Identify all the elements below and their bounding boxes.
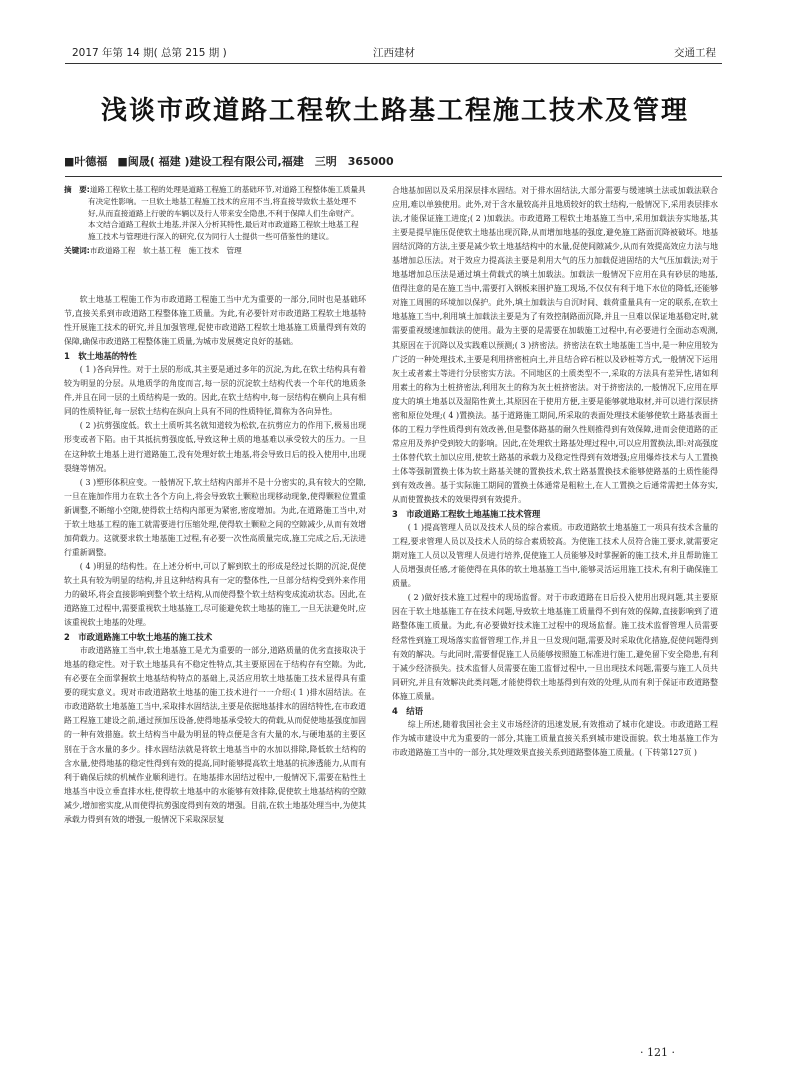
- paragraph: ( 1 )各向异性。对于土层的形成,其主要是通过多年的沉淀,为此,在软土结构具有着较为明显的分层。从地质学的角度而言,每一层的沉淀软土结构代表一个年代的地质条件,并且在同一层的土质结构是一致的。因此,在软土结构中,每一层结构在横向上具有相同的性质特征,每一层软土结构在纵向上具有不同的性质特征,简称为各向异性。: [64, 365, 366, 417]
- paragraph: ( 2 )抗剪强度低。软土土质听其名就知道较为松软,在抗剪应力的作用下,极易出现形变或者下陷。由于其抵抗剪强度低,导致这种土质的地基难以承受较大的压力。一旦在这种软土地基上进行道路施工,没有处理好软土地基,将会导致日后的投入使用中,出现裂缝等情况。: [64, 421, 366, 473]
- section-heading: 2 市政道路施工中软土地基的施工技术: [64, 632, 213, 643]
- author-name: ■叶德福: [64, 155, 108, 168]
- byline: [64, 153, 394, 169]
- journal-name: 江西建材: [373, 47, 415, 59]
- paragraph: ( 2 )做好技术施工过程中的现场监督。对于市政道路在日后投入使用出现问题,其主要原因在于软土地基施工存在技术问题,导致软土地基施工质量得不到有效的保障,直接影响到了道路整体施工质量。为此,有必要做好技术施工过程中的现场监督。施工技术监督管理人员需要经常性到施工现场落实监督管理工作,并且一旦发现问题,需要及时采取优化措施,促使问题得到有效的解决。与此同时,需要督促施工人员能够按照施工标准进行施工,避免留下安全隐患,有利于减少经济损失。技术监督人员需要在施工监督过程中,一旦出现技术问题,需要与施工人员共同研究,并且有效解决此类问题,才能使得软土地基得到有效的处理,从而有利于保证市政道路整体施工质量。: [392, 593, 718, 701]
- keywords: [64, 245, 366, 257]
- section-heading: 4 结语: [392, 705, 423, 716]
- author-affiliation: ■闽晟( 福建 )建设工程有限公司,福建 三明 365000: [117, 155, 394, 168]
- paragraph: 综上所述,随着我国社会主义市场经济的迅速发展,有效推动了城市化建设。市政道路工程作为城市建设中尤为重要的一部分,其施工质量直接关系到城市建设面貌。软土地基施工作为市政道路施工当中的一部分,其处理效果直接关系到道路整体施工质量。( 下转第127页 ): [392, 719, 718, 757]
- paragraph: 市政道路施工当中,软土地基施工是尤为重要的一部分,道路质量的优劣直接取决于地基的稳定性。对于软土地基具有不稳定性特点,其主要原因在于结构存有空隙。为此,有必要在全面掌握软土地基结构特点的基础上,灵活应用软土地基施工技术显得具有重要的现实意义。现对市政道路软土地基的施工技术进行一一介绍:( 1 )排水固结法。在市政道路软土地基施工当中,采取排水固结法,主要是依据地基排水的固结特性,在市政道路工程施工建设之前,通过预加压设备,使得地基承受较大的荷载,从而促使地基强度加固的一种有效措施。软土结构当中最为明显的特点便是含有大量的水,与硬地基的主要区别在于含水量的多少。排水固结法就是将软土地基当中的水加以排除,降低软土结构的含水量,使得地基的稳定性得到有效的提高,同时能够提高软土地基的抗渗透能力,从而有利于确保后续的机械作业顺利进行。在地基排水固结过程中,一般情况下,需要在粘性土地基当中设立垂直排水柱,使得软土地基中的水能够有效排除,促使软土地基结构的空隙减少,增加密实度,从而使得抗剪强度得到有效的增强。目前,在软土地基处理当中,为使其承载力得到有效的增强,一般情况下采取深层复: [64, 646, 366, 824]
- abstract-text: 道路工程软土基工程的处理是道路工程施工的基础环节,对道路工程整体施工质量具有决定性影响。一旦软土地基工程施工技术的应用不当,将直接导致软土基处理不好,从而直接道路上行驶的车辆以及行人带来安全隐患,不利于保障人们生命财产。本文结合道路工程软土地基,并深入分析其特性,最后对市政道路工程软土地基工程施工技术与管理进行深入的研究,仅为同行人士提供一些可借鉴性的建议。: [88, 185, 366, 242]
- body-column-right: [392, 184, 718, 760]
- abstract-label: 摘 要:: [64, 185, 90, 194]
- section-heading: 1 软土地基的特性: [64, 351, 137, 362]
- issue-info: 2017 年第 14 期( 总第 215 期 ): [72, 47, 227, 59]
- paragraph: 软土地基工程施工作为市政道路工程施工当中尤为重要的一部分,同时也是基础环节,直接关系到市政道路工程整体施工质量。为此,有必要针对市政道路工程软土地基特性开展施工技术的研究,并且加强管理,促使市政道路工程软土地基施工质量得到有效的保障,确保市政道路工程整体施工质量,为城市发展奠定良好的基础。: [64, 295, 366, 347]
- section-name: 交通工程: [674, 47, 716, 59]
- paragraph: ( 3 )塑形体积应变。一般情况下,软土结构内部并不是十分密实的,具有较大的空隙,一旦在施加作用力在软土各个方向上,将会导致软土颗粒出现移动现象,使得颗粒位置重新调整,不断缩小空隙,使得软土结构内部更为紧密,密度增加。为此,在道路施工当中,对于软土地基工程的施工就需要进行压缩处理,使得软土颗粒之间的空隙减少,从而有效增加荷载力。这就要求软土地基施工过程,有必要一次性高质量完成,施工完成之后,无法进行重新调整。: [64, 477, 366, 557]
- keywords-label: 关键词:: [64, 245, 90, 255]
- keywords-text: 市政道路工程 软土基工程 施工技术 管理: [89, 245, 242, 255]
- paragraph: ( 1 )提高管理人员以及技术人员的综合素质。市政道路软土地基施工一项具有技术含量的工程,要求管理人员以及技术人员的综合素质较高。为使施工技术人员符合施工要求,就需要定期对施工人员以及管理人员进行培养,促使施工人员能够及时掌握新的施工技术,并且帮助施工人员增强责任感,才能使得在具体的软土地基施工当中,能够灵活运用施工技术,有利于确保施工质量。: [392, 523, 718, 589]
- page-number: · 121 ·: [640, 1046, 675, 1059]
- abstract: [64, 184, 366, 243]
- paragraph: ( 4 )明显的结构性。在上述分析中,可以了解到软土的形成是经过长期的沉淀,促使软土具有较为明显的结构,并且这种结构具有一定的整体性,一旦部分结构受到外来作用力的破坏,将会直接影响到整个软土结构,从而使得整个软土结构变成流动状态。因此,在道路施工过程中,需要重视软土地基施工,尽可能避免软土地基的施工,一旦无法避免时,应该重视软土地基的处理。: [64, 561, 366, 628]
- header-rule: [65, 63, 722, 64]
- body-column-left: [64, 293, 366, 827]
- abstract-block: [64, 184, 366, 257]
- running-header: [72, 45, 716, 61]
- section-heading: 3 市政道路工程软土地基施工技术管理: [392, 509, 541, 520]
- article-title: 浅谈市政道路工程软土路基工程施工技术及管理: [100, 96, 689, 126]
- title-rule: [65, 176, 722, 177]
- paragraph-continued: 合地基加固以及采用深层排水固结。对于排水固结法,大部分需要与缓速填土法或加载法联合应用,难以单独使用。此外,对于含水量较高并且地质较好的软土结构,一般情况下,采用表层排水法,才能保证施工进度;( 2 )加载法。市政道路工程软土地基施工当中,采用加载法夯实地基,其主要是提早施压促使软土地基出现沉降,从而增加地基的强度,避免施工路面沉降被破坏。地基固结沉降的方法,主要是减少软土地基结构中的水量,促使间隙减少,从而有效提高效应力法与地基增加总压法。对于效应力提高法主要是利用大气的压力加载促进固结的大气压加载法;对于地基增加总压法是通过填土荷载式的填土加载法。加载法一般情况下应用在具有砂层的地基,值得注意的是在施工当中,需要打入钢板来围护施工现场,不仅仅有利于地下水位的降低,还能够对施工周围的环境加以保护。此外,填土加载法与自沉时间、载荷重量具有一定的联系,在软土地基施工当中,利用填土加载法主要是为了有效控制路面沉降,并且一旦难以保证地基稳定时,就需要重视缓速加载法的使用。最为主要的是需要在加载施工过程中,有必要进行全面动态观测,其原因在于沉降以及实践难以预测;( 3 )挤密法。挤密法在软土地基施工当中,是一种应用较为广泛的一种处理技术,主要是利用挤密桩向土,并且结合碎石桩以及砂桩等方式,一般情况下运用灰土或者素土等进行分层密实方法。不同地区的土质类型不一,采取的方法具有差异性,诸如利用素土的称为土桩挤密法,利用灰土的称为灰土桩挤密法。对于挤密法的,一般情况下,应用在厚度大的填土地基以及湿陷性黄土,其原因在于使用方便,主要是能够就地取材,并可以进行深层挤密和原位处理;( 4 )置换法。基于道路施工期间,所采取的表面处理技术能够使软土路基表面土体的工程力学性质得到有效改善,但是整体路基的耐久性则推得到有效保障,进而会使道路的正常应用及养护受到较大的影响。因此,在处理软土路基处理过程中,可以应用置换法,即:对高强度土体替代软土加以应用,使软土路基的承载力及稳定性得到有效增强;应用爆炸技术与人工置换土体等强制置换土体为软土路基关键的置换技术,软土路基置换技术能够使路基的土质性能得到有效改善。基于实际施工期间的置换土体通常是粗粒土,在人工置换之后通常需把土体夯实,从而使置换技术的效果得到有效提升。: [392, 186, 718, 505]
